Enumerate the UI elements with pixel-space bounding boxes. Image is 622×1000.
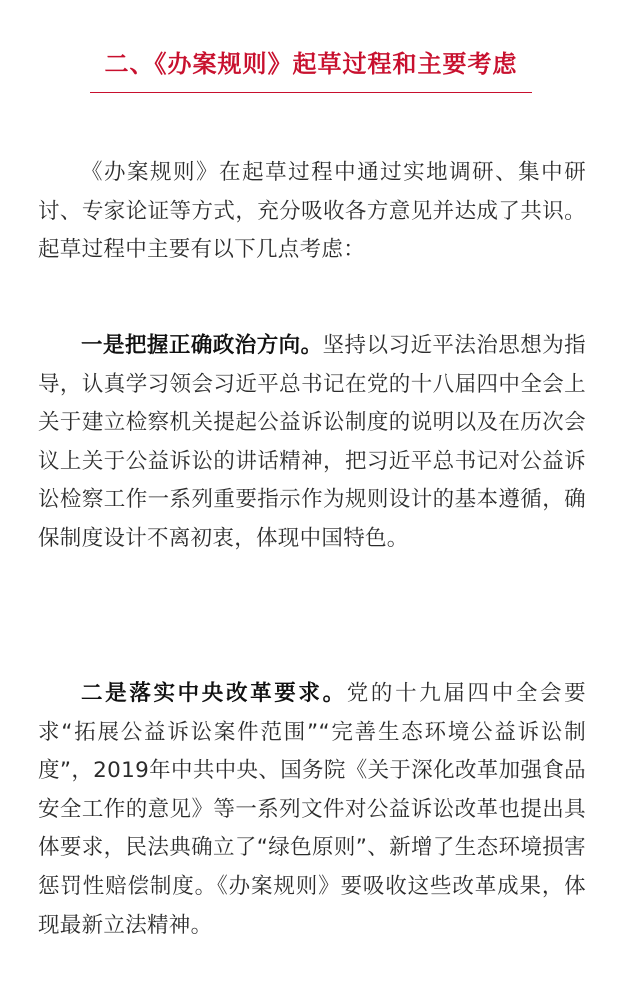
paragraph-lead: 一是把握正确政治方向。 <box>81 333 323 358</box>
section-heading: 二、《办案规则》起草过程和主要考虑 <box>104 50 518 78</box>
paragraph-lead: 二是落实中央改革要求。 <box>81 681 347 706</box>
paragraph-text: 坚持以习近平法治思想为指导，认真学习领会习近平总书记在党的十八届四中全会上关于建立检察机关提起公益诉讼制度的说明以及在历次会议上关于公益诉讼的讲话精神，把习近平总书记对公益诉讼检察工作一系列重要指示作为规则设计的基本遵循，确保制度设计不离初衷，体现中国特色。 <box>38 333 586 551</box>
paragraph-text: 党的十九届四中全会要求“拓展公益诉讼案件范围”“完善生态环境公益诉讼制度”，2019年中共中央、国务院《关于深化改革加强食品安全工作的意见》等一系列文件对公益诉讼改革也提出具体要求，民法典确立了“绿色原则”、新增了生态环境损害惩罚性赔偿制度。《办案规则》要吸收这些改革成果，体现最新立法精神。 <box>38 681 586 938</box>
paragraph-political-direction <box>38 327 586 559</box>
paragraph-intro <box>38 154 586 270</box>
paragraph-reform-requirements <box>38 675 586 945</box>
heading-underline <box>90 92 532 93</box>
paragraph-text: 《办案规则》在起草过程中通过实地调研、集中研讨、专家论证等方式，充分吸收各方意见并达成了共识。起草过程中主要有以下几点考虑： <box>38 160 586 263</box>
